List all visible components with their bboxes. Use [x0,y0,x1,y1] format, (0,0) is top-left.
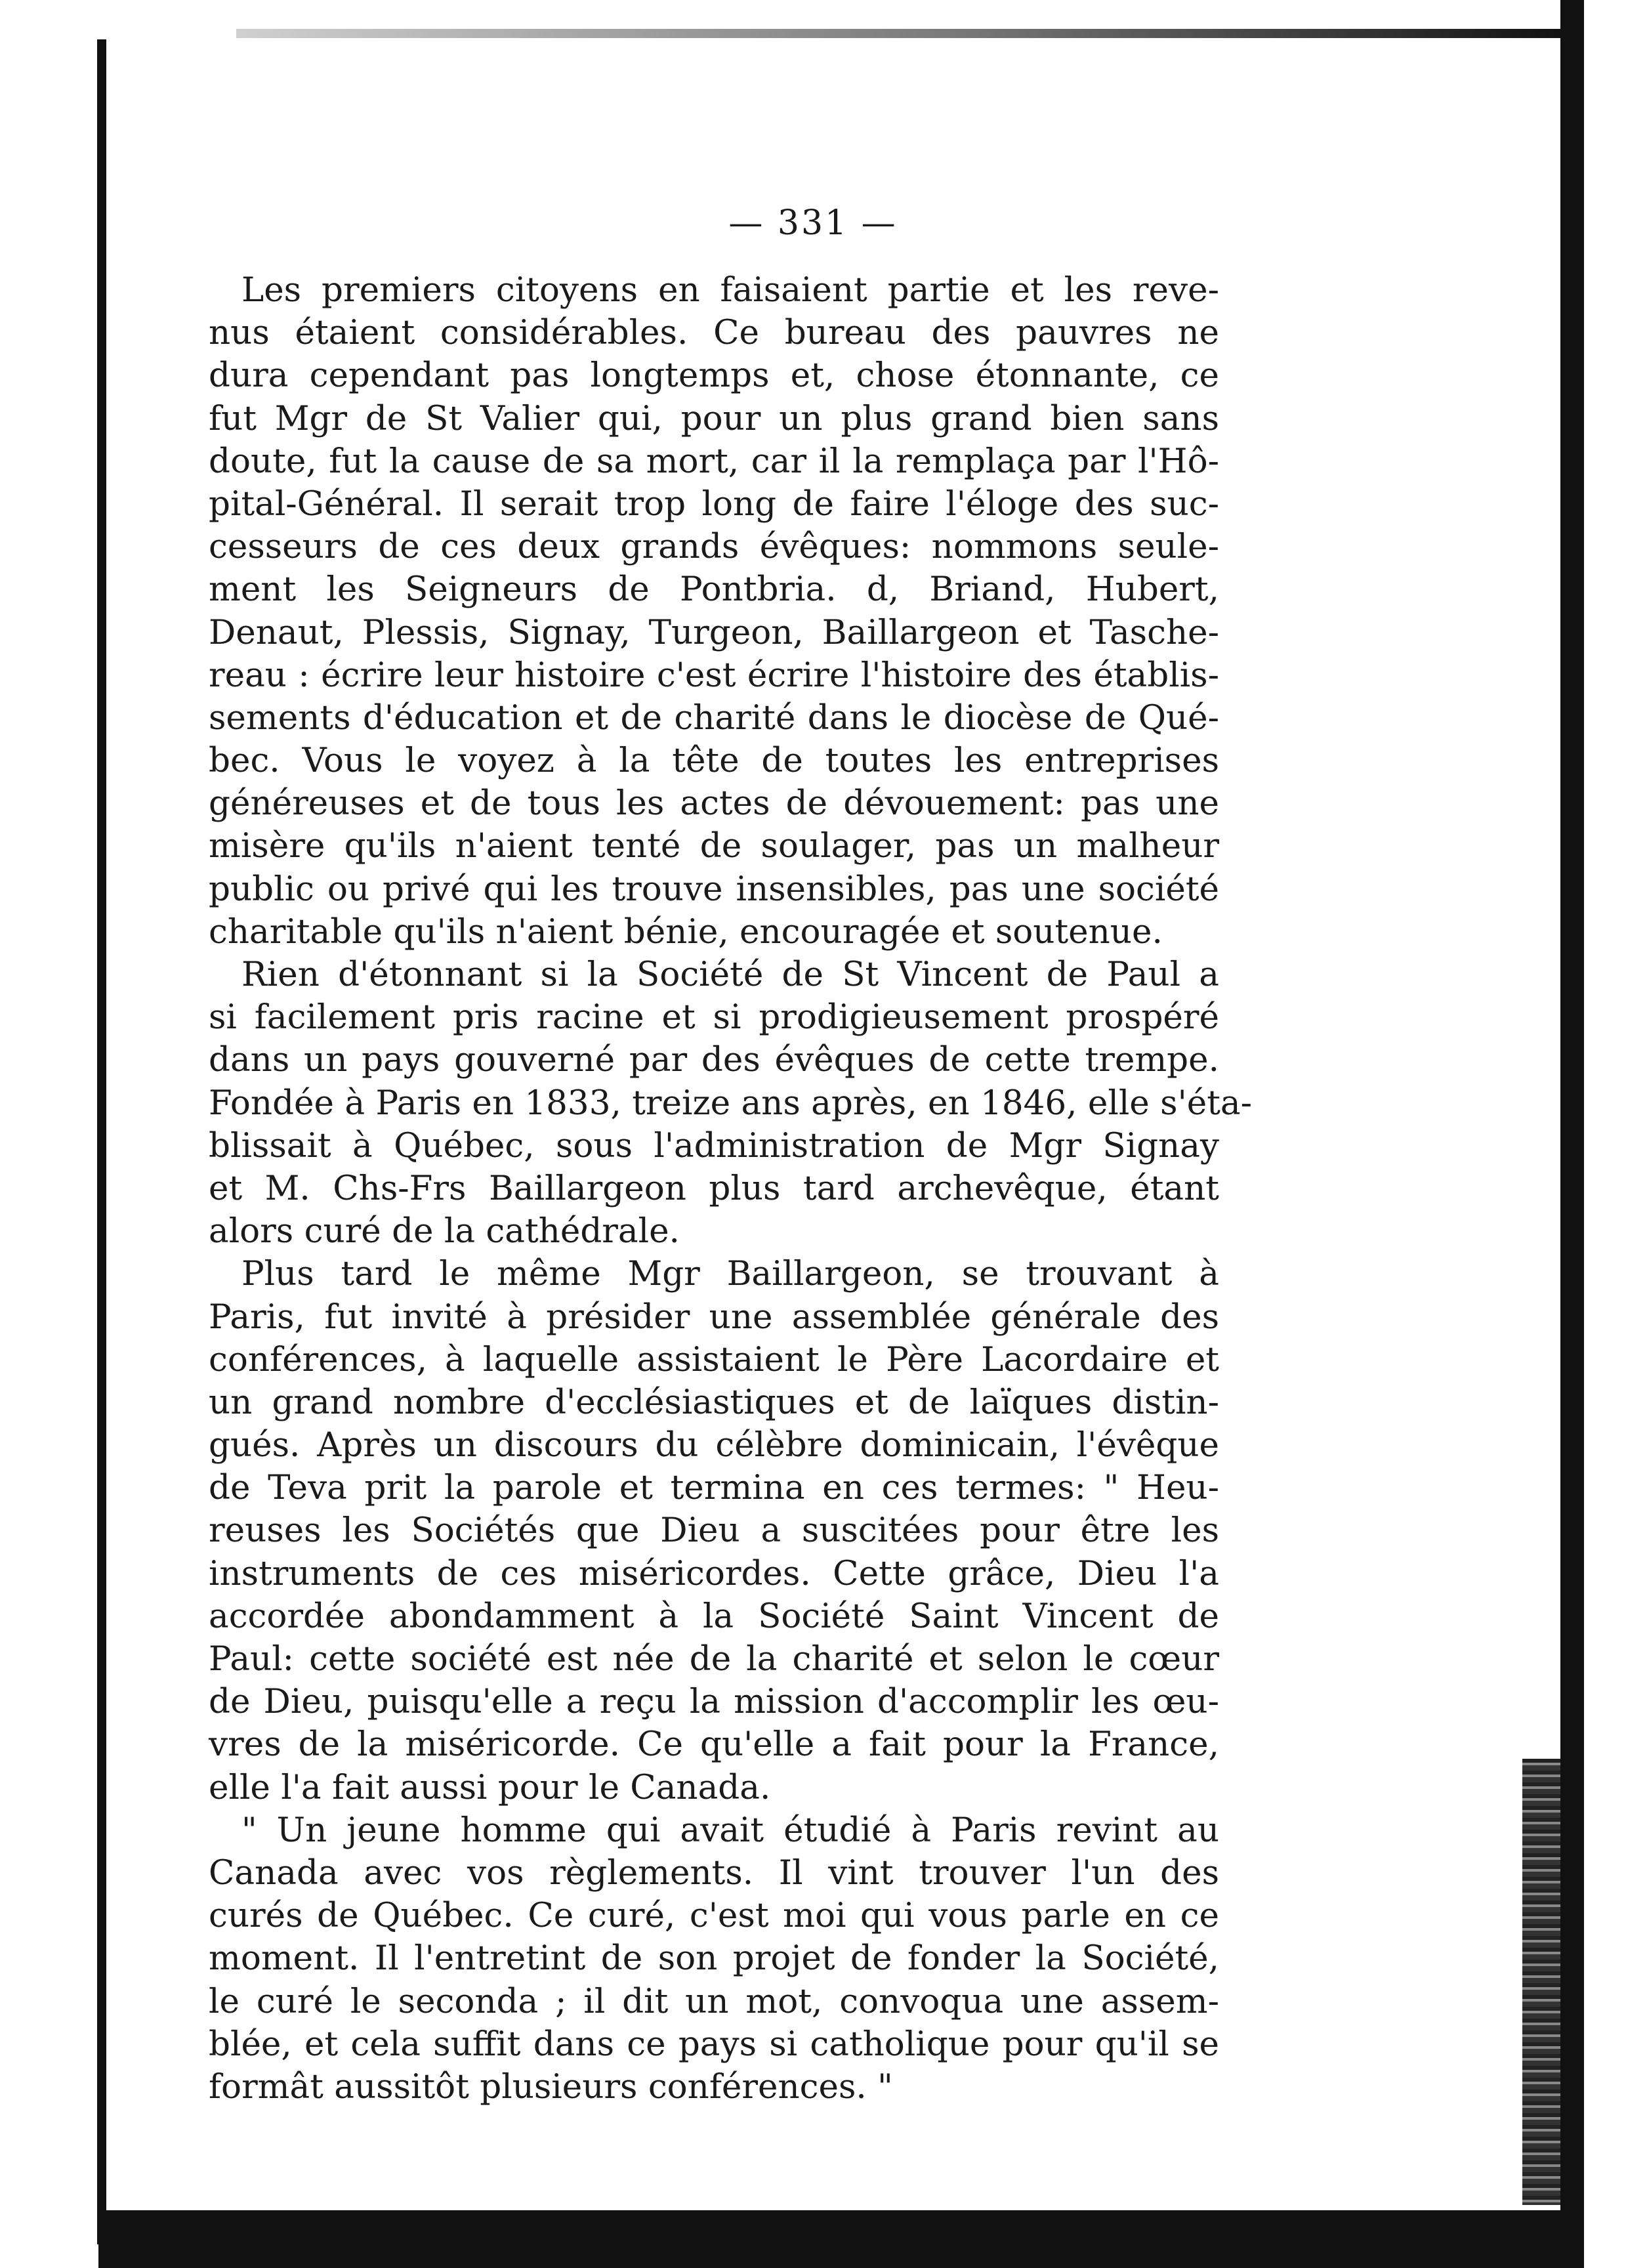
text-line: elle l'a fait aussi pour le Canada. [209,1767,771,1807]
text-line: cesseurs de ces deux grands évêques: nommons seule- [209,527,1219,567]
text-line: pital-Général. Il serait trop long de faire l'éloge des suc- [209,484,1219,524]
text-line: public ou privé qui les trouve insensibles, pas une société [209,869,1219,909]
scan-left-edge [97,39,106,2244]
text-line: si facilement pris racine et si prodigieusement prospéré [209,998,1219,1038]
scan-right-edge [1560,0,1584,2268]
text-line: bec. Vous le voyez à la tête de toutes les entreprises [209,741,1219,781]
text-line: et M. Chs-Frs Baillargeon plus tard archevêque, étant [209,1168,1219,1208]
text-line: blée, et cela suffit dans ce pays si catholique pour qu'il se [209,2024,1219,2064]
page-number: — 331 — [728,203,898,243]
text-line: doute, fut la cause de sa mort, car il la remplaça par l'Hô- [209,441,1219,481]
text-line: conférences, à laquelle assistaient le Père Lacordaire et [209,1339,1219,1379]
text-line: reuses les Sociétés que Dieu a suscitées pour être les [209,1511,1219,1551]
text-line: Canada avec vos règlements. Il vint trouver l'un des [209,1853,1219,1893]
text-line: nus étaient considérables. Ce bureau des pauvres ne [209,313,1219,353]
scan-right-fray [1522,1759,1560,2205]
paragraph [209,269,1219,954]
text-line: reau : écrire leur histoire c'est écrire l'histoire des établis- [209,655,1219,695]
paragraph [209,1253,1219,1809]
text-line: instruments de ces miséricordes. Cette grâce, Dieu l'a [209,1553,1219,1593]
text-line: de Teva prit la parole et termina en ces termes: " Heu- [209,1468,1219,1508]
text-line: dura cependant pas longtemps et, chose étonnante, ce [209,356,1219,396]
text-line: Fondée à Paris en 1833, treize ans après, en 1846, elle s'éta- [209,1083,1253,1123]
text-line: de Dieu, puisqu'elle a reçu la mission d'accomplir les œu- [209,1682,1219,1722]
text-line: sements d'éducation et de charité dans le diocèse de Qué- [209,698,1219,738]
text-line: formât aussitôt plusieurs conférences. " [209,2067,893,2107]
text-line: dans un pays gouverné par des évêques de cette trempe. [209,1040,1219,1080]
text-line: curés de Québec. Ce curé, c'est moi qui vous parle en ce [209,1896,1219,1936]
scan-top-rule [236,29,1568,38]
text-line: Paris, fut invité à présider une assemblée générale des [209,1297,1219,1337]
text-line: généreuses et de tous les actes de dévouement: pas une [209,784,1219,824]
paragraph [209,954,1253,1253]
body-text [209,269,1253,2109]
paragraph [209,1809,1219,2109]
text-line: vres de la miséricorde. Ce qu'elle a fait pour la France, [209,1725,1219,1765]
text-line: fut Mgr de St Valier qui, pour un plus grand bien sans [209,398,1219,438]
text-line: le curé le seconda ; il dit un mot, convoqua une assem- [209,1981,1219,2021]
text-line: Denaut, Plessis, Signay, Turgeon, Baillargeon et Tasche- [209,612,1219,652]
text-line: charitable qu'ils n'aient bénie, encouragée et soutenue. [209,912,1163,952]
text-line: ment les Seigneurs de Pontbria. d, Briand, Hubert, [209,570,1219,610]
text-line: Rien d'étonnant si la Société de St Vincent de Paul a [241,955,1219,994]
text-line: gués. Après un discours du célèbre dominicain, l'évêque [209,1425,1219,1465]
text-line: Paul: cette société est née de la charité et selon le cœur [209,1639,1219,1679]
text-line: blissait à Québec, sous l'administration de Mgr Signay [209,1125,1219,1166]
text-line: misère qu'ils n'aient tenté de soulager, pas un malheur [209,826,1219,866]
text-line: Les premiers citoyens en faisaient partie et les reve- [241,270,1219,310]
scan-bottom-edge [98,2210,1575,2268]
text-line: Plus tard le même Mgr Baillargeon, se trouvant à [241,1254,1219,1294]
text-line: accordée abondamment à la Société Saint Vincent de [209,1596,1219,1636]
text-line: moment. Il l'entretint de son projet de fonder la Société, [209,1939,1219,1979]
text-line: alors curé de la cathédrale. [209,1211,680,1251]
text-line: un grand nombre d'ecclésiastiques et de laïques distin- [209,1382,1219,1422]
text-line: " Un jeune homme qui avait étudié à Paris revint au [241,1810,1219,1850]
